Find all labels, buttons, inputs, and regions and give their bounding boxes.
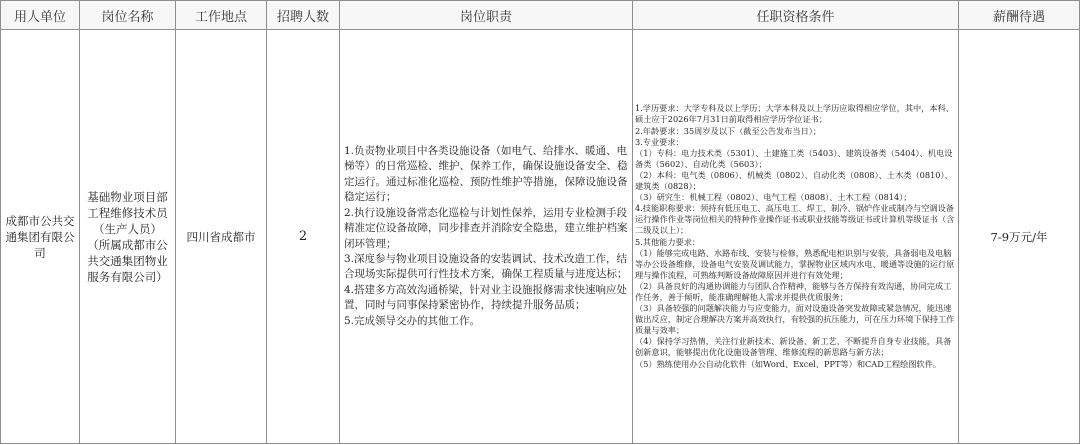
requirement-item: 3.专业要求： — [635, 136, 684, 147]
header-position: 岗位名称 — [80, 1, 176, 30]
cell-duties — [340, 30, 633, 444]
requirement-item: （2）本科：电气类（0806）、机械类（0802）、自动化类（0808）、土木类（0810）、建筑类（0828）； — [635, 169, 953, 192]
requirement-item: （1）能够完成电路、水路布线、安装与检修，熟悉配电柜识别与安装，具备弱电及电脑等办公设备维修，设备电气安装及调试能力，掌握物业区域内水电、暖通等设施的运行原理与操作流程，可熟练判断设备故障原因并进行有效处理； — [635, 247, 955, 280]
requirement-item: 5.其他能力要求： — [635, 236, 701, 247]
header-requirements: 任职资格条件 — [633, 1, 959, 30]
requirement-item: 1.学历要求：大学专科及以上学历；大学本科及以上学历应取得相应学位，其中，本科、硕士应于2026年7月31日前取得相应学历学位证书； — [635, 103, 954, 125]
header-salary: 薪酬待遇 — [959, 1, 1080, 30]
requirement-item: 2.年龄要求：35周岁及以下（截至公告发布当日）； — [635, 125, 822, 136]
cell-requirements — [633, 30, 959, 444]
duty-item: 2.执行设施设备常态化巡检与计划性保养，运用专业检测手段精准定位设备故障，同步排查并消除安全隐患，建立维护档案闭环管理； — [344, 206, 628, 250]
header-count: 招聘人数 — [267, 1, 340, 30]
requirement-item: （5）熟练使用办公自动化软件（如Word、Excel、PPT等）和CAD工程绘图软件。 — [635, 358, 942, 369]
requirement-item: （4）保持学习热情，关注行业新技术、新设备、新工艺，不断提升自身专业技能，具备创新意识，能够提出优化设施设备管理、维修流程的新思路与新方法； — [635, 336, 952, 358]
requirement-item: 4.技能职称要求：须持有低压电工、高压电工、焊工、制冷、锅炉作业或制冷与空调设备运行操作作业等岗位相关的特种作业操作证书或职业技能等级证书或计算机等级证书（含二级及以上）； — [635, 203, 955, 236]
header-duties: 岗位职责 — [340, 1, 633, 30]
duty-item: 4.搭建多方高效沟通桥梁，针对业主设施报修需求快速响应处置，同时与同事保持紧密协作，持续提升服务品质； — [344, 283, 628, 312]
requirement-item: （2）具备良好的沟通协调能力与团队合作精神，能够与各方保持有效沟通，协同完成工作任务，善于倾听，能准确理解他人需求并提供优质服务； — [635, 280, 952, 302]
cell-position: 基础物业项目部工程维修技术员（生产人员）（所属成都市公共交通集团物业服务有限公司） — [80, 30, 176, 444]
header-location: 工作地点 — [176, 1, 267, 30]
cell-unit: 成都市公共交通集团有限公司 — [1, 30, 80, 444]
requirement-item: （3）具备较强的问题解决能力与应变能力，面对设施设备突发故障或紧急情况，能迅速做出反应，制定合理解决方案并高效执行，有较强的抗压能力，可在压力环境下保持工作质量与效率； — [635, 303, 955, 336]
duty-item: 1.负责物业项目中各类设施设备（如电气、给排水、暖通、电梯等）的日常巡检、维护、保养工作，确保设施设备安全、稳定运行。通过标准化巡检、预防性维护等措施，保障设施设备稳定运行； — [344, 145, 628, 204]
duty-item: 3.深度参与物业项目设施设备的安装调试、技术改造工作，结合现场实际提供可行性技术方案，确保工程质量与进度达标； — [344, 252, 628, 281]
cell-salary: 7-9万元/年 — [959, 30, 1080, 444]
table-row — [1, 30, 1080, 444]
header-unit: 用人单位 — [1, 1, 80, 30]
header-row — [1, 1, 1080, 30]
cell-count: 2 — [267, 30, 340, 444]
cell-location: 四川省成都市 — [176, 30, 267, 444]
requirement-item: （1）专科：电力技术类（5301）、土建施工类（5403）、建筑设备类（5404）、机电设备类（5602）、自动化类（5603）； — [635, 147, 953, 169]
requirement-item: （3）研究生：机械工程（0802）、电气工程（0808）、土木工程（0814）； — [635, 192, 912, 203]
duty-item: 5.完成领导交办的其他工作。 — [344, 314, 481, 327]
